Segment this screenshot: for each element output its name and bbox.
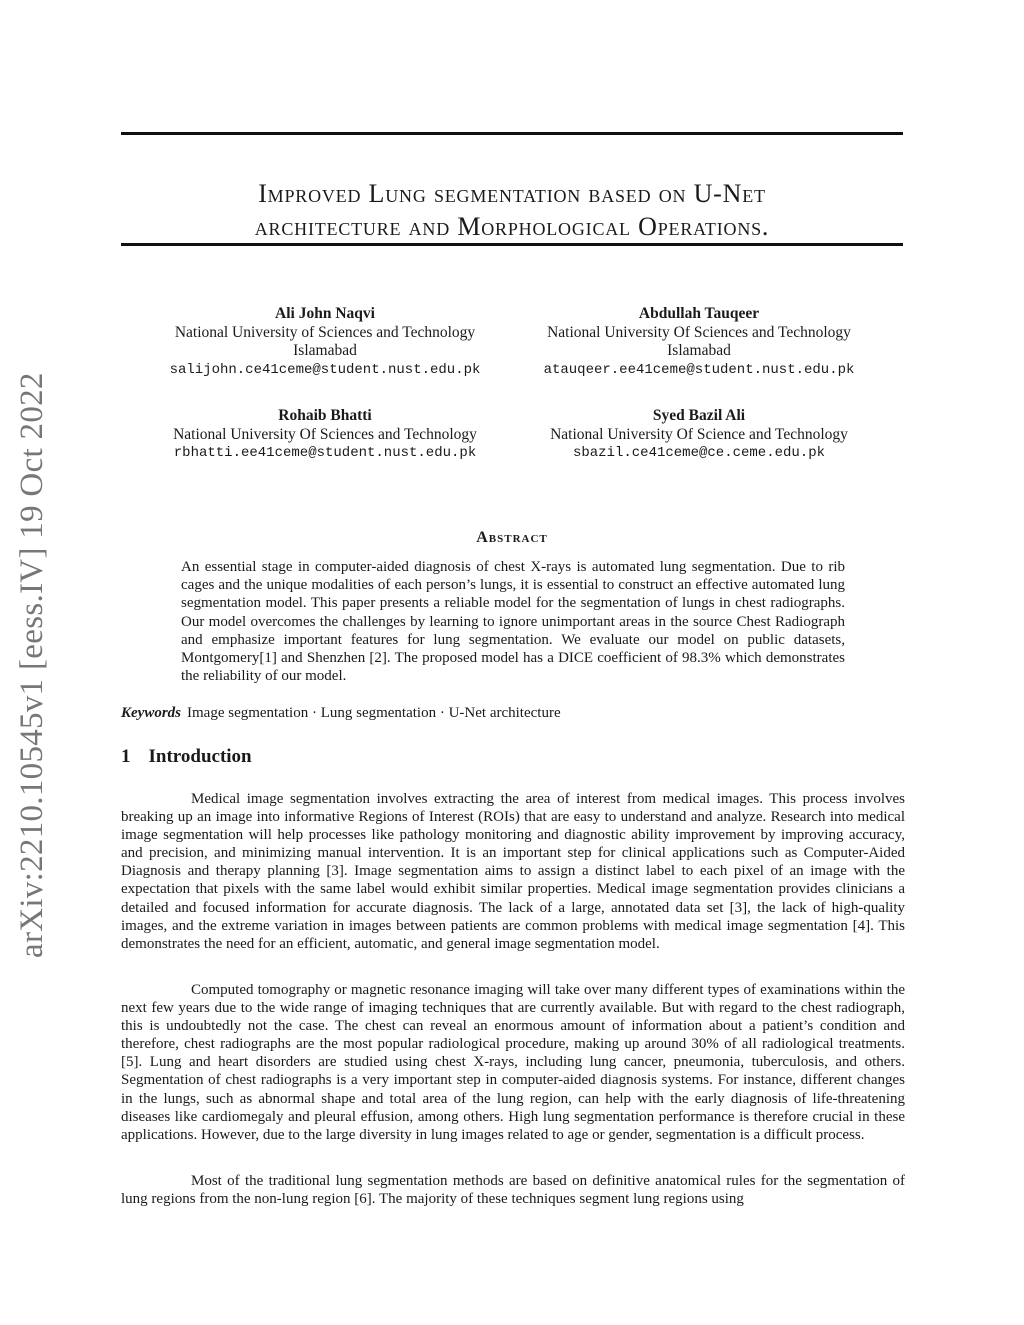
title-top-rule bbox=[121, 132, 903, 135]
section-heading-introduction bbox=[121, 746, 252, 768]
author-city: Islamabad bbox=[667, 342, 731, 359]
body-paragraph: Most of the traditional lung segmentation methods are based on definitive anatomical rules for the segmentation of lung regions from the non-lung region [6]. The majority of these techniques segment lung regions using bbox=[121, 1173, 905, 1208]
author-affiliation: National University Of Sciences and Technology bbox=[547, 323, 851, 341]
section-title: Introduction bbox=[148, 746, 252, 767]
author-name: Abdullah Tauqeer bbox=[638, 305, 760, 322]
author-block bbox=[140, 305, 510, 379]
title-line-1: Improved Lung segmentation based on U-Net bbox=[258, 179, 766, 209]
author-email[interactable]: atauqeer.ee41ceme@student.nust.edu.pk bbox=[543, 361, 855, 378]
paper-title bbox=[121, 177, 903, 243]
section-number: 1 bbox=[121, 746, 131, 767]
author-name: Rohaib Bhatti bbox=[278, 407, 372, 424]
title-line-2: architecture and Morphological Operations. bbox=[254, 212, 770, 242]
arxiv-sidebar-stamp: arXiv:2210.10545v1 [eess.IV] 19 Oct 2022 bbox=[14, 372, 50, 958]
author-affiliation: National University Of Sciences and Technology bbox=[173, 425, 477, 443]
author-block bbox=[514, 305, 884, 379]
author-email[interactable]: sbazil.ce41ceme@ce.ceme.edu.pk bbox=[572, 445, 826, 461]
keywords-line bbox=[121, 704, 561, 722]
author-name: Syed Bazil Ali bbox=[652, 407, 746, 424]
author-name: Ali John Naqvi bbox=[275, 305, 375, 322]
author-block bbox=[140, 407, 510, 463]
keywords-label: Keywords bbox=[121, 705, 181, 721]
keywords-text: Image segmentation · Lung segmentation · U-Net architecture bbox=[187, 705, 561, 721]
author-email[interactable]: salijohn.ce41ceme@student.nust.edu.pk bbox=[169, 361, 481, 378]
author-city: Islamabad bbox=[293, 342, 357, 359]
author-block bbox=[514, 407, 884, 463]
author-affiliation: National University of Sciences and Technology bbox=[174, 323, 476, 341]
abstract-text: An essential stage in computer-aided diagnosis of chest X-rays is automated lung segmentation. Due to rib cages and the unique modalities of each person’s lungs, it is essential to construct an effective automated lung segmentation model. This paper presents a reliable model for the segmentation of lungs in chest radiographs. Our model overcomes the challenges by learning to ignore unimportant areas in the source Chest Radiograph and emphasize important features for lung segmentation. We evaluate our model on public datasets, Montgomery[1] and Shenzhen [2]. The proposed model has a DICE coefficient of 98.3% which demonstrates the reliability of our model. bbox=[181, 559, 845, 685]
title-bottom-rule bbox=[121, 243, 903, 246]
author-affiliation: National University Of Science and Technology bbox=[550, 425, 848, 443]
body-paragraph: Medical image segmentation involves extracting the area of interest from medical images. This process involves breaking up an image into informative Regions of Interest (ROIs) that are easy to understand and analyze. Research into medical image segmentation will help processes like pathology monitoring and diagnostic ability improvement by improving accuracy, and precision, and minimizing manual intervention. It is an important step for clinical applications such as Computer-Aided Diagnosis and therapy planning [3]. Image segmentation aims to assign a distinct label to each pixel of an image with the expectation that pixels with the same label would exhibit similar properties. Medical image segmentation provides clinicians a detailed and focused information for accurate diagnosis. The lack of a large, annotated data set [3], the lack of high-quality images, and the extreme variation in images between patients are common problems with medical image segmentation [4]. This demonstrates the need for an efficient, automatic, and general image segmentation model. bbox=[121, 791, 905, 952]
abstract-heading: Abstract bbox=[476, 529, 548, 546]
author-email[interactable]: rbhatti.ee41ceme@student.nust.edu.pk bbox=[173, 445, 477, 461]
body-paragraph: Computed tomography or magnetic resonance imaging will take over many different types of examinations within the next few years due to the wide range of imaging techniques that are currently available. But with regard to the chest radiograph, this is undoubtedly not the case. The chest can reveal an enormous amount of information about a patient’s condition and therefore, chest radiographs are the most popular radiological procedure, making up around 30% of all radiological treatments. [5]. Lung and heart disorders are studied using chest X-rays, including lung cancer, pneumonia, tuberculosis, and others. Segmentation of chest radiographs is a very important step in computer-aided diagnosis systems. For instance, different changes in the lungs, such as abnormal shape and total area of the lung region, can help with the early diagnosis of life-threatening diseases like cardiomegaly and pleural effusion, among others. High lung segmentation performance is therefore crucial in these applications. However, due to the large diversity in lung images related to age or gender, segmentation is a difficult process. bbox=[121, 982, 905, 1143]
